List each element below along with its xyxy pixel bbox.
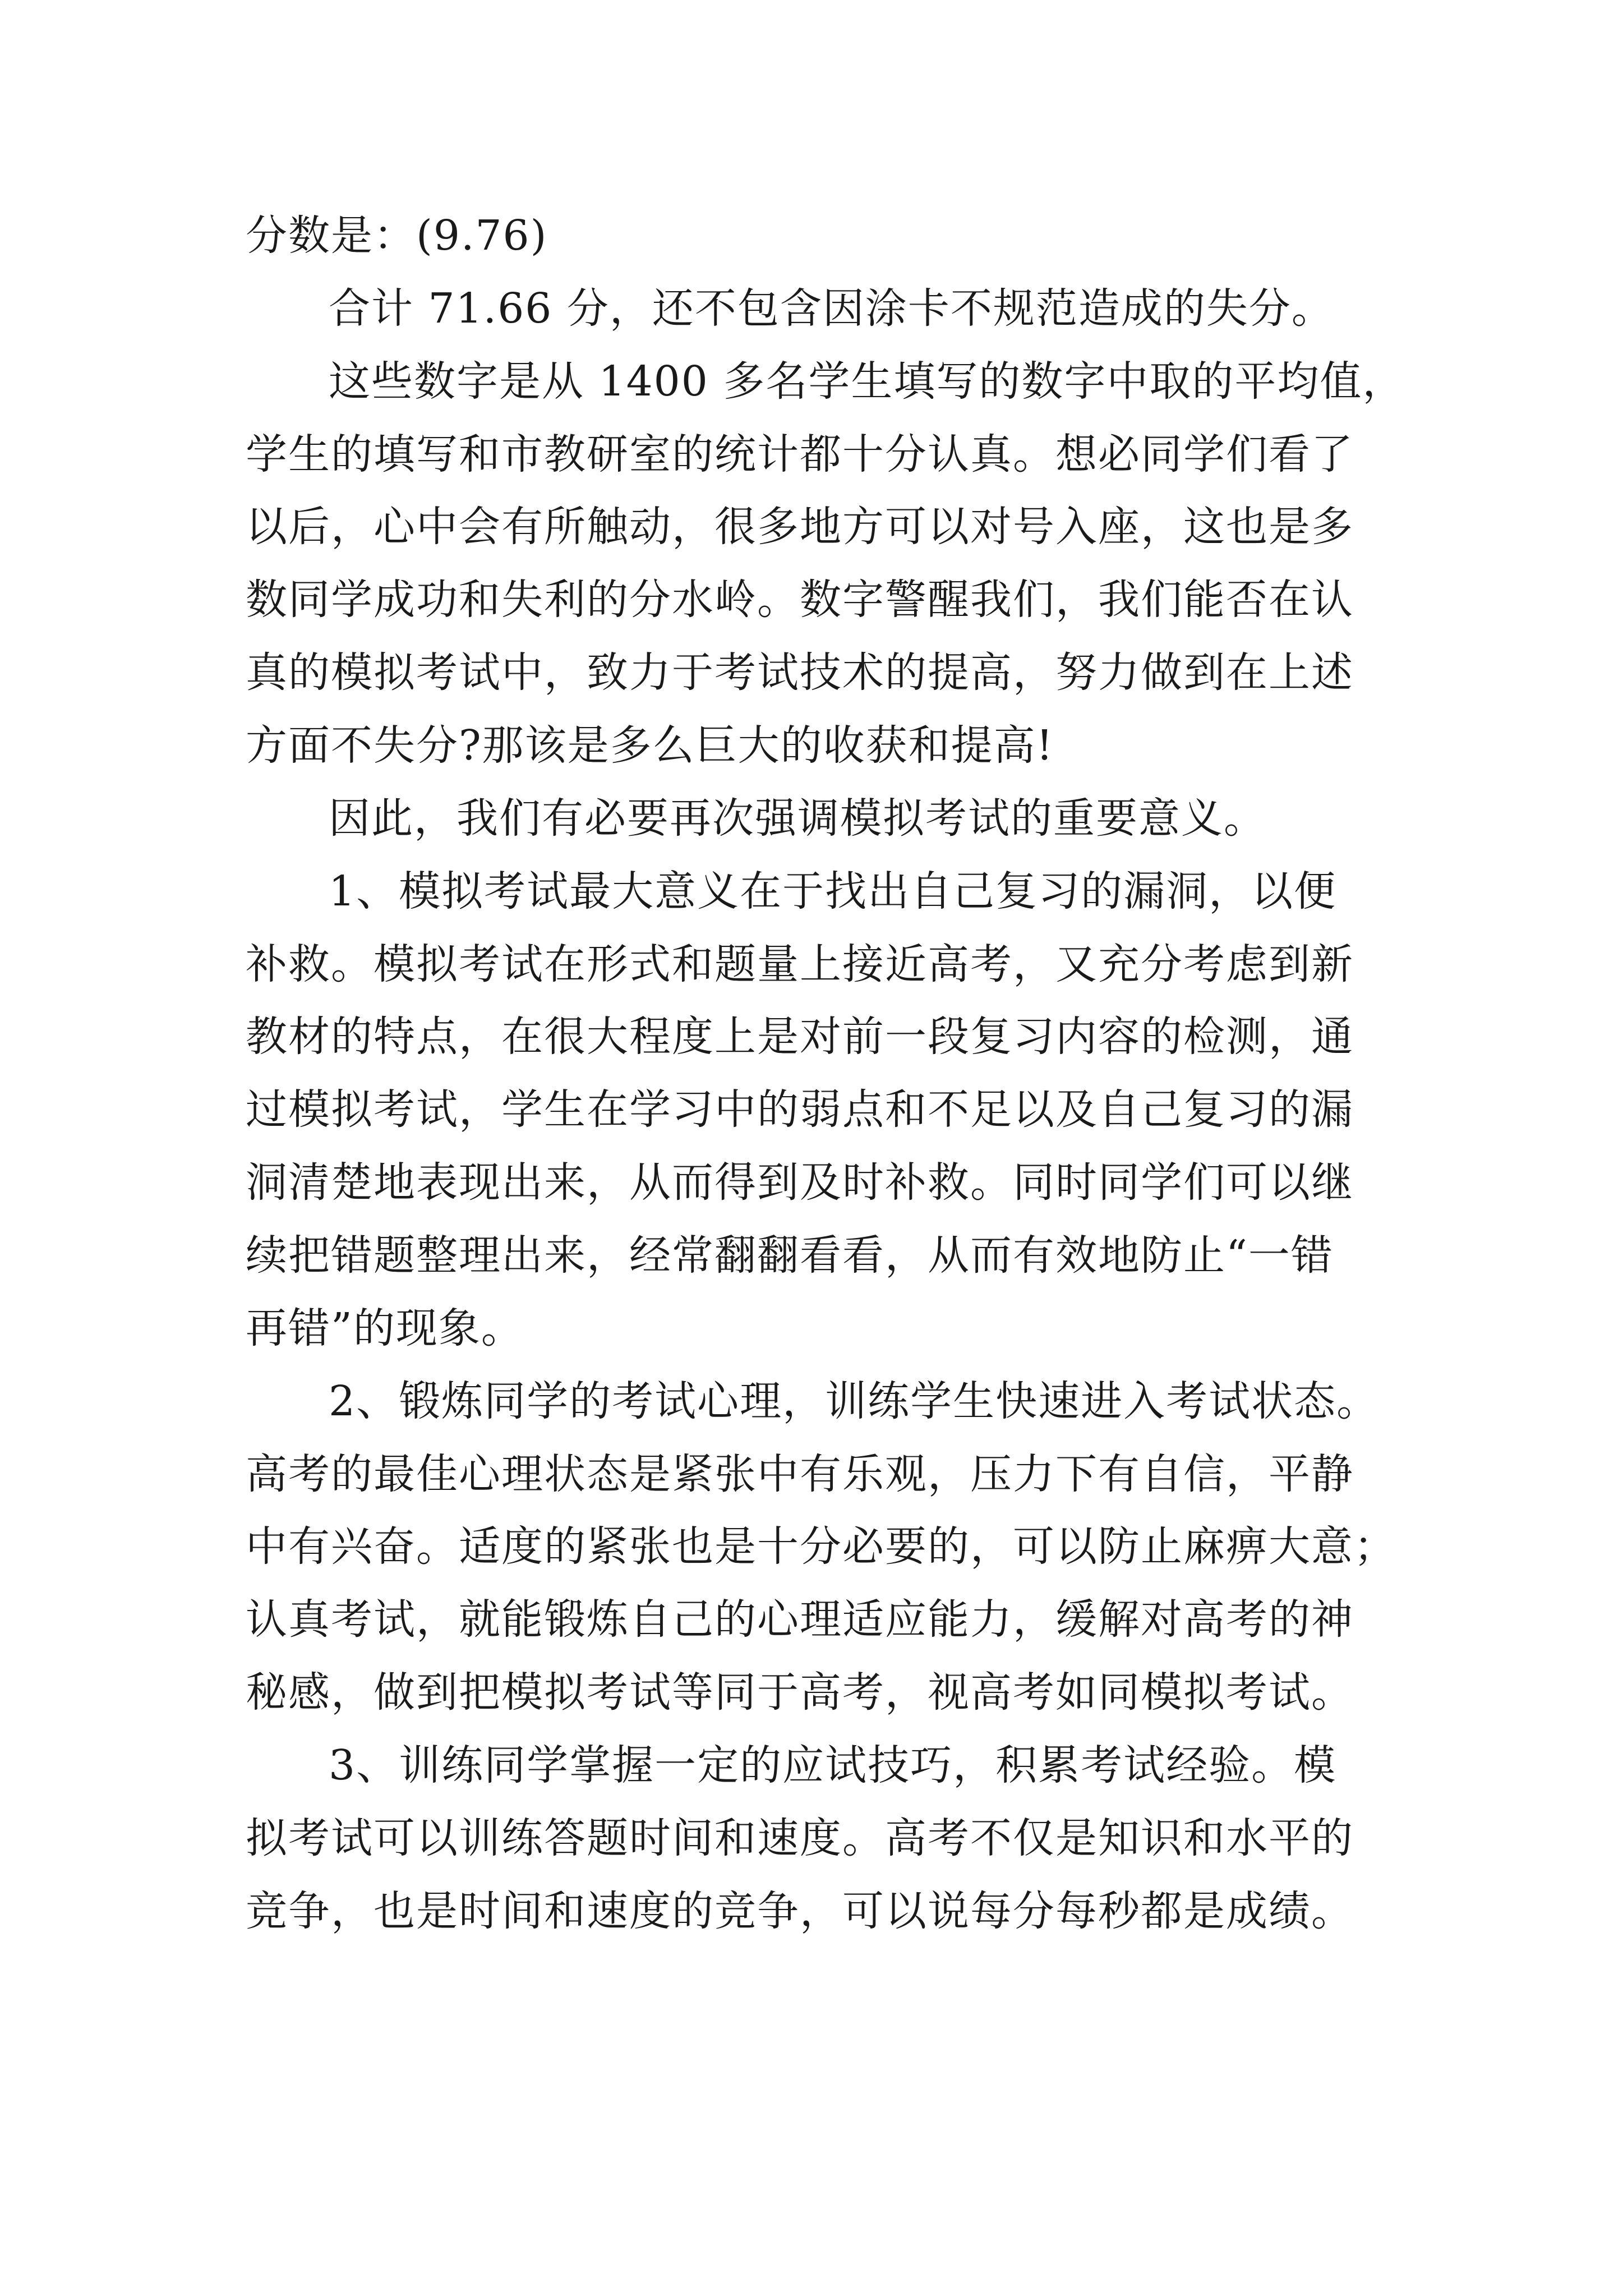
text-line: 教材的特点，在很大程度上是对前一段复习内容的检测，通 bbox=[246, 1013, 1354, 1061]
text-line: 以后，心中会有所触动，很多地方可以对号入座，这也是多 bbox=[246, 503, 1354, 551]
text-line: 数同学成功和失利的分水岭。数字警醒我们，我们能否在认 bbox=[246, 576, 1354, 624]
text-line: 合计 71.66 分，还不包含因涂卡不规范造成的失分。 bbox=[329, 284, 1334, 333]
text-line: 补救。模拟考试在形式和题量上接近高考，又充分考虑到新 bbox=[246, 940, 1354, 988]
text-line: 洞清楚地表现出来，从而得到及时补救。同时同学们可以继 bbox=[246, 1158, 1354, 1207]
text-line: 过模拟考试，学生在学习中的弱点和不足以及自己复习的漏 bbox=[246, 1085, 1354, 1134]
text-line: 因此，我们有必要再次强调模拟考试的重要意义。 bbox=[329, 794, 1266, 843]
text-line: 认真考试，就能锻炼自己的心理适应能力，缓解对高考的神 bbox=[246, 1595, 1354, 1644]
text-line: 2、锻炼同学的考试心理，训练学生快速进入考试状态。 bbox=[329, 1377, 1380, 1425]
text-line: 真的模拟考试中，致力于考试技术的提高，努力做到在上述 bbox=[246, 648, 1354, 697]
text-line: 中有兴奋。适度的紧张也是十分必要的，可以防止麻痹大意； bbox=[246, 1522, 1396, 1571]
text-line: 续把错题整理出来，经常翻翻看看，从而有效地防止“一错 bbox=[246, 1231, 1334, 1280]
text-line: 这些数字是从 1400 多名学生填写的数字中取的平均值， bbox=[329, 357, 1405, 406]
text-line: 分数是：(9.76) bbox=[246, 211, 548, 260]
text-line: 秘感，做到把模拟考试等同于高考，视高考如同模拟考试。 bbox=[246, 1668, 1354, 1717]
text-line: 高考的最佳心理状态是紧张中有乐观，压力下有自信，平静 bbox=[246, 1450, 1354, 1498]
text-line: 竞争，也是时间和速度的竞争，可以说每分每秒都是成绩。 bbox=[246, 1887, 1354, 1935]
text-line: 再错”的现象。 bbox=[246, 1304, 524, 1352]
text-line: 拟考试可以训练答题时间和速度。高考不仅是知识和水平的 bbox=[246, 1814, 1354, 1862]
text-line: 学生的填写和市教研室的统计都十分认真。想必同学们看了 bbox=[246, 430, 1354, 478]
text-line: 3、训练同学掌握一定的应试技巧，积累考试经验。模 bbox=[329, 1741, 1337, 1790]
text-line: 方面不失分?那该是多么巨大的收获和提高! bbox=[246, 721, 1054, 770]
text-line: 1、模拟考试最大意义在于找出自己复习的漏洞，以便 bbox=[329, 867, 1337, 915]
document-body bbox=[246, 200, 1405, 1948]
